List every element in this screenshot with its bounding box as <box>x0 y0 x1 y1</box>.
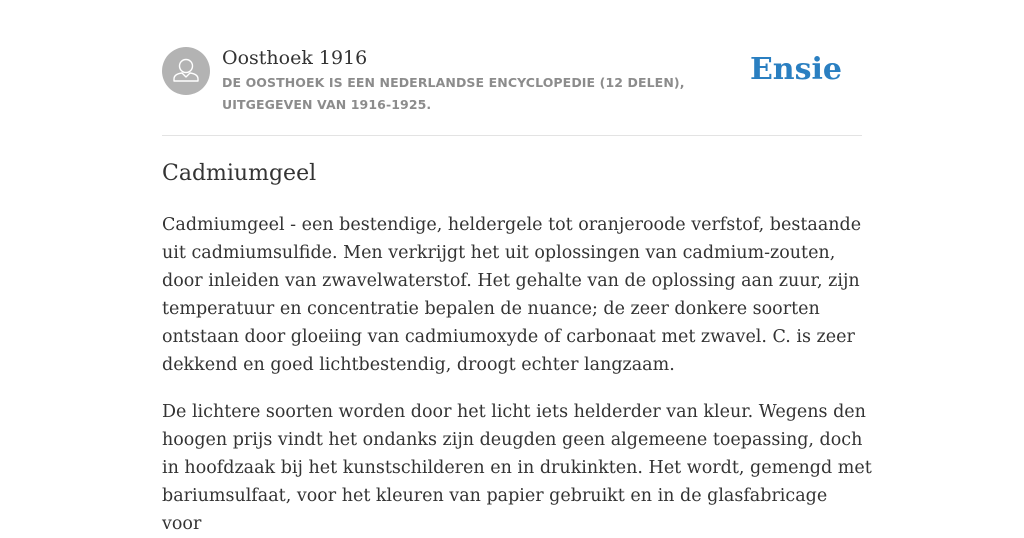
article <box>162 158 872 538</box>
source-description: DE OOSTHOEK IS EEN NEDERLANDSE ENCYCLOPEDIE (12 DELEN), UITGEGEVEN VAN 1916-1925. <box>222 75 685 112</box>
divider <box>162 135 862 136</box>
article-paragraph-2: De lichtere soorten worden door het licht iets helderder van kleur. Wegens den hoogen prijs vindt het ondanks zijn deugden geen algemeene toepassing, doch in hoofdzaak bij het kunstschilderen en in drukinkten. Het wordt, gemengd met bariumsulfaat, voor het kleuren van papier gebruikt en in de glasfabricage voor <box>162 402 872 534</box>
avatar[interactable] <box>162 47 210 95</box>
ensie-logo-link[interactable]: Ensie <box>749 52 842 87</box>
article-paragraph-1: Cadmiumgeel - een bestendige, heldergele tot oranjeroode verfstof, bestaande uit cadmiumsulfide. Men verkrijgt het uit oplossingen van cadmium-zouten, door inleiden van zwavelwaterstof. Het gehalte van de oplossing aan zuur, zijn temperatuur en concentratie bepalen de nuance; de zeer donkere soorten ontstaan door gloeiing van cadmiumoxyde of carbonaat met zwavel. C. is zeer dekkend en goed lichtbestendig, droogt echter langzaam. <box>162 215 862 375</box>
user-icon <box>162 47 210 95</box>
article-title: Cadmiumgeel <box>162 161 317 186</box>
source-header <box>162 44 862 116</box>
source-title[interactable]: Oosthoek 1916 <box>222 47 368 69</box>
